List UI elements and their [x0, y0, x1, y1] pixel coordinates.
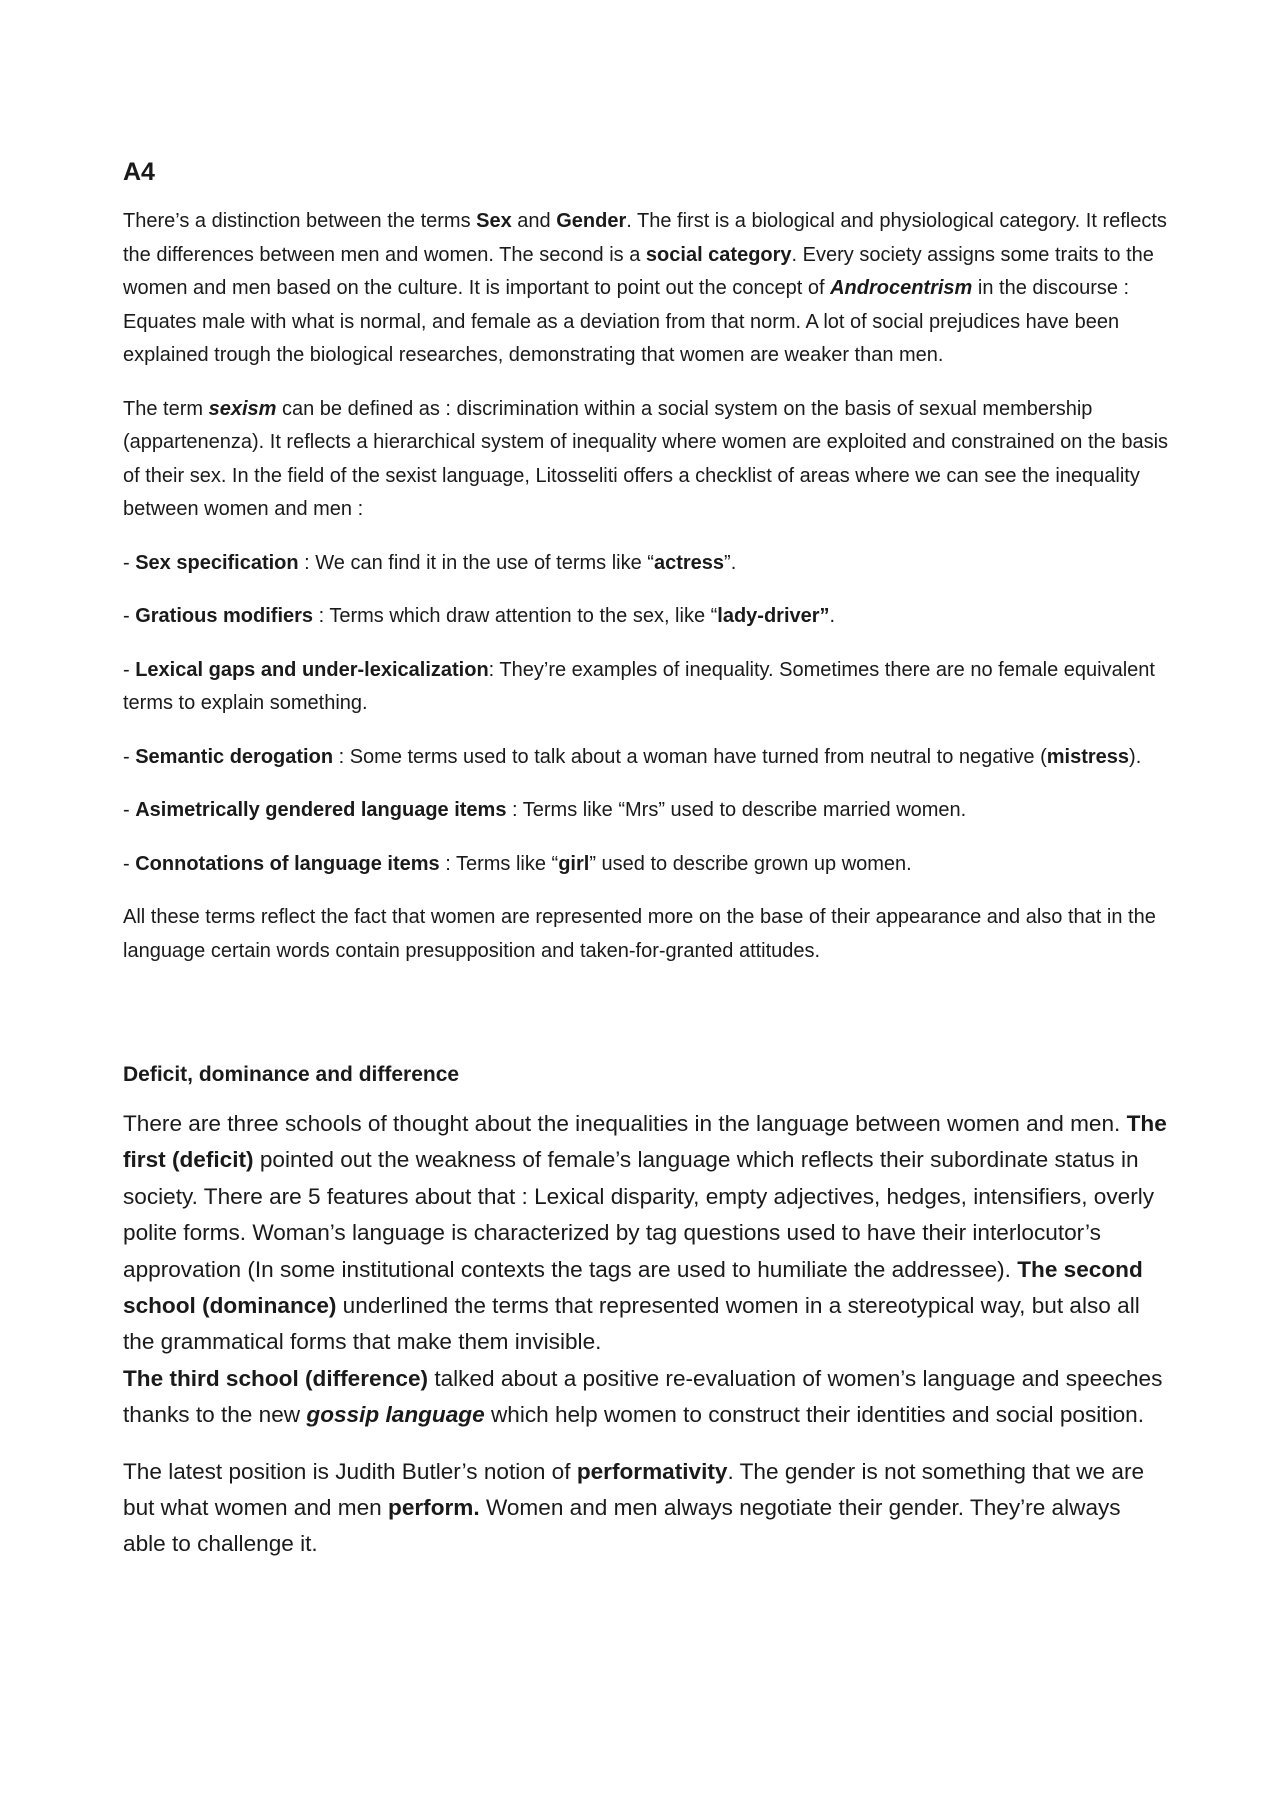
term-deficit: The first (deficit) — [123, 1111, 1167, 1173]
bullet-marker: - — [123, 799, 136, 821]
text-run: pointed out the weakness of female’s language which reflects their subordinate status in society. There are 5 features about that : Lexical disparity, empty adjectives, hedges, intensifiers, overly polite forms. Woman’s language is characterized by tag questions used to have their interlocutor’s approvation (In some institutional contexts the tags are used to humiliate the addressee). — [123, 1147, 1155, 1282]
bullet-marker: - — [123, 852, 136, 875]
text-run: Women and men always negotiate their gender. They’re always able to challenge it. — [123, 1495, 1121, 1557]
text-run: The term — [123, 397, 209, 420]
bullet-text: ”. — [724, 551, 737, 574]
paragraph-summary: All these terms reflect the fact that women are represented more on the base of their appearance and also that in the language certain words contain presupposition and taken-for-granted attitudes. — [123, 906, 1156, 962]
term-gender: Gender — [556, 210, 627, 232]
text-run: . The first is a biological and physiological category. It reflects the differences between men and women. The second is a — [123, 210, 1167, 266]
list-item — [123, 654, 1168, 721]
intro-section — [123, 205, 1168, 968]
bullet-text: : Terms like “Mrs” used to describe married women. — [506, 799, 967, 821]
text-run: The latest position is Judith Butler’s notion of — [123, 1458, 577, 1484]
bullet-marker: - — [123, 551, 136, 574]
bullet-text: . — [829, 605, 836, 627]
schools-section — [123, 1106, 1168, 1563]
paragraph-sex-gender — [123, 205, 1168, 373]
text-run: There’s a distinction between the terms — [123, 210, 477, 232]
bullet-term: Connotations of language items — [135, 852, 440, 875]
term-sexism: sexism — [208, 397, 277, 420]
text-run: There are three schools of thought about the inequalities in the language between women and men. — [123, 1111, 1127, 1136]
paragraph-schools — [123, 1106, 1168, 1434]
term-social-category: social category — [645, 243, 792, 266]
section-title: Deficit, dominance and difference — [123, 1063, 460, 1086]
term-gossip-language: gossip language — [306, 1402, 485, 1428]
bullet-example: mistress — [1046, 745, 1130, 768]
text-run: in the discourse : Equates male with what is normal, and female as a deviation from that norm. A lot of social prejudices have been explained trough the biological researches, demonstrating that women are weaker than men. — [123, 277, 1130, 366]
bullet-text: ” used to describe grown up women. — [589, 852, 912, 875]
text-run: . The gender is not something that we are but what women and men — [123, 1458, 1145, 1521]
bullet-term: Semantic derogation — [135, 745, 334, 768]
bullet-example: actress — [653, 551, 725, 574]
text-run: which help women to construct their identities and social position. — [484, 1402, 1145, 1428]
bullet-marker: - — [123, 605, 136, 627]
bullet-marker: - — [123, 658, 136, 681]
term-sex: Sex — [476, 210, 512, 232]
bullet-text: ). — [1129, 745, 1142, 768]
text-run: . Every society assigns some traits to the women and men based on the culture. It is important to point out the concept of — [123, 243, 1154, 299]
text-run: underlined the terms that represented women in a stereotypical way, but also all the grammatical forms that make them invisible. — [123, 1293, 1140, 1355]
bullet-example: lady-driver” — [717, 605, 830, 627]
term-perform: perform. — [388, 1495, 480, 1521]
bullet-text: : They’re examples of inequality. Sometimes there are no female equivalent terms to explain something. — [123, 658, 1155, 714]
bullet-term: Asimetrically gendered language items — [135, 799, 507, 821]
term-androcentrism: Androcentrism — [830, 277, 973, 299]
page-heading: A4 — [123, 158, 155, 186]
text-run: and — [511, 210, 557, 232]
paragraph-sexism — [123, 393, 1168, 527]
bullet-text: : Terms which draw attention to the sex, like “ — [313, 605, 718, 627]
bullet-text: : Some terms used to talk about a woman have turned from neutral to negative ( — [333, 745, 1047, 768]
list-item — [123, 600, 1168, 634]
bullet-term: Gratious modifiers — [135, 605, 314, 627]
bullet-text: : We can find it in the use of terms like “ — [298, 551, 654, 574]
list-item — [123, 547, 1168, 581]
bullet-marker: - — [123, 745, 136, 768]
bullet-example: girl — [558, 852, 590, 875]
text-run: can be defined as : discrimination within a social system on the basis of sexual membership (appartenenza). It reflects a hierarchical system of inequality where women are exploited and constrained on the basis of their sex. In the field of the sexist language, Litosseliti offers a checklist of areas where we can see the inequality between women and men : — [123, 397, 1169, 520]
bullet-term: Sex specification — [135, 551, 299, 574]
bullet-text: : Terms like “ — [439, 852, 559, 875]
list-item — [123, 794, 1168, 828]
list-item — [123, 848, 1168, 882]
term-performativity: performativity — [576, 1458, 728, 1484]
term-dominance: The second school (dominance) — [123, 1256, 1143, 1319]
paragraph-performativity — [123, 1454, 1168, 1563]
bullet-term: Lexical gaps and under-lexicalization — [135, 658, 489, 681]
text-run: talked about a positive re-evaluation of women’s language and speeches thanks to the new — [123, 1365, 1163, 1428]
term-difference: The third school (difference) — [123, 1365, 429, 1391]
list-item — [123, 741, 1168, 775]
